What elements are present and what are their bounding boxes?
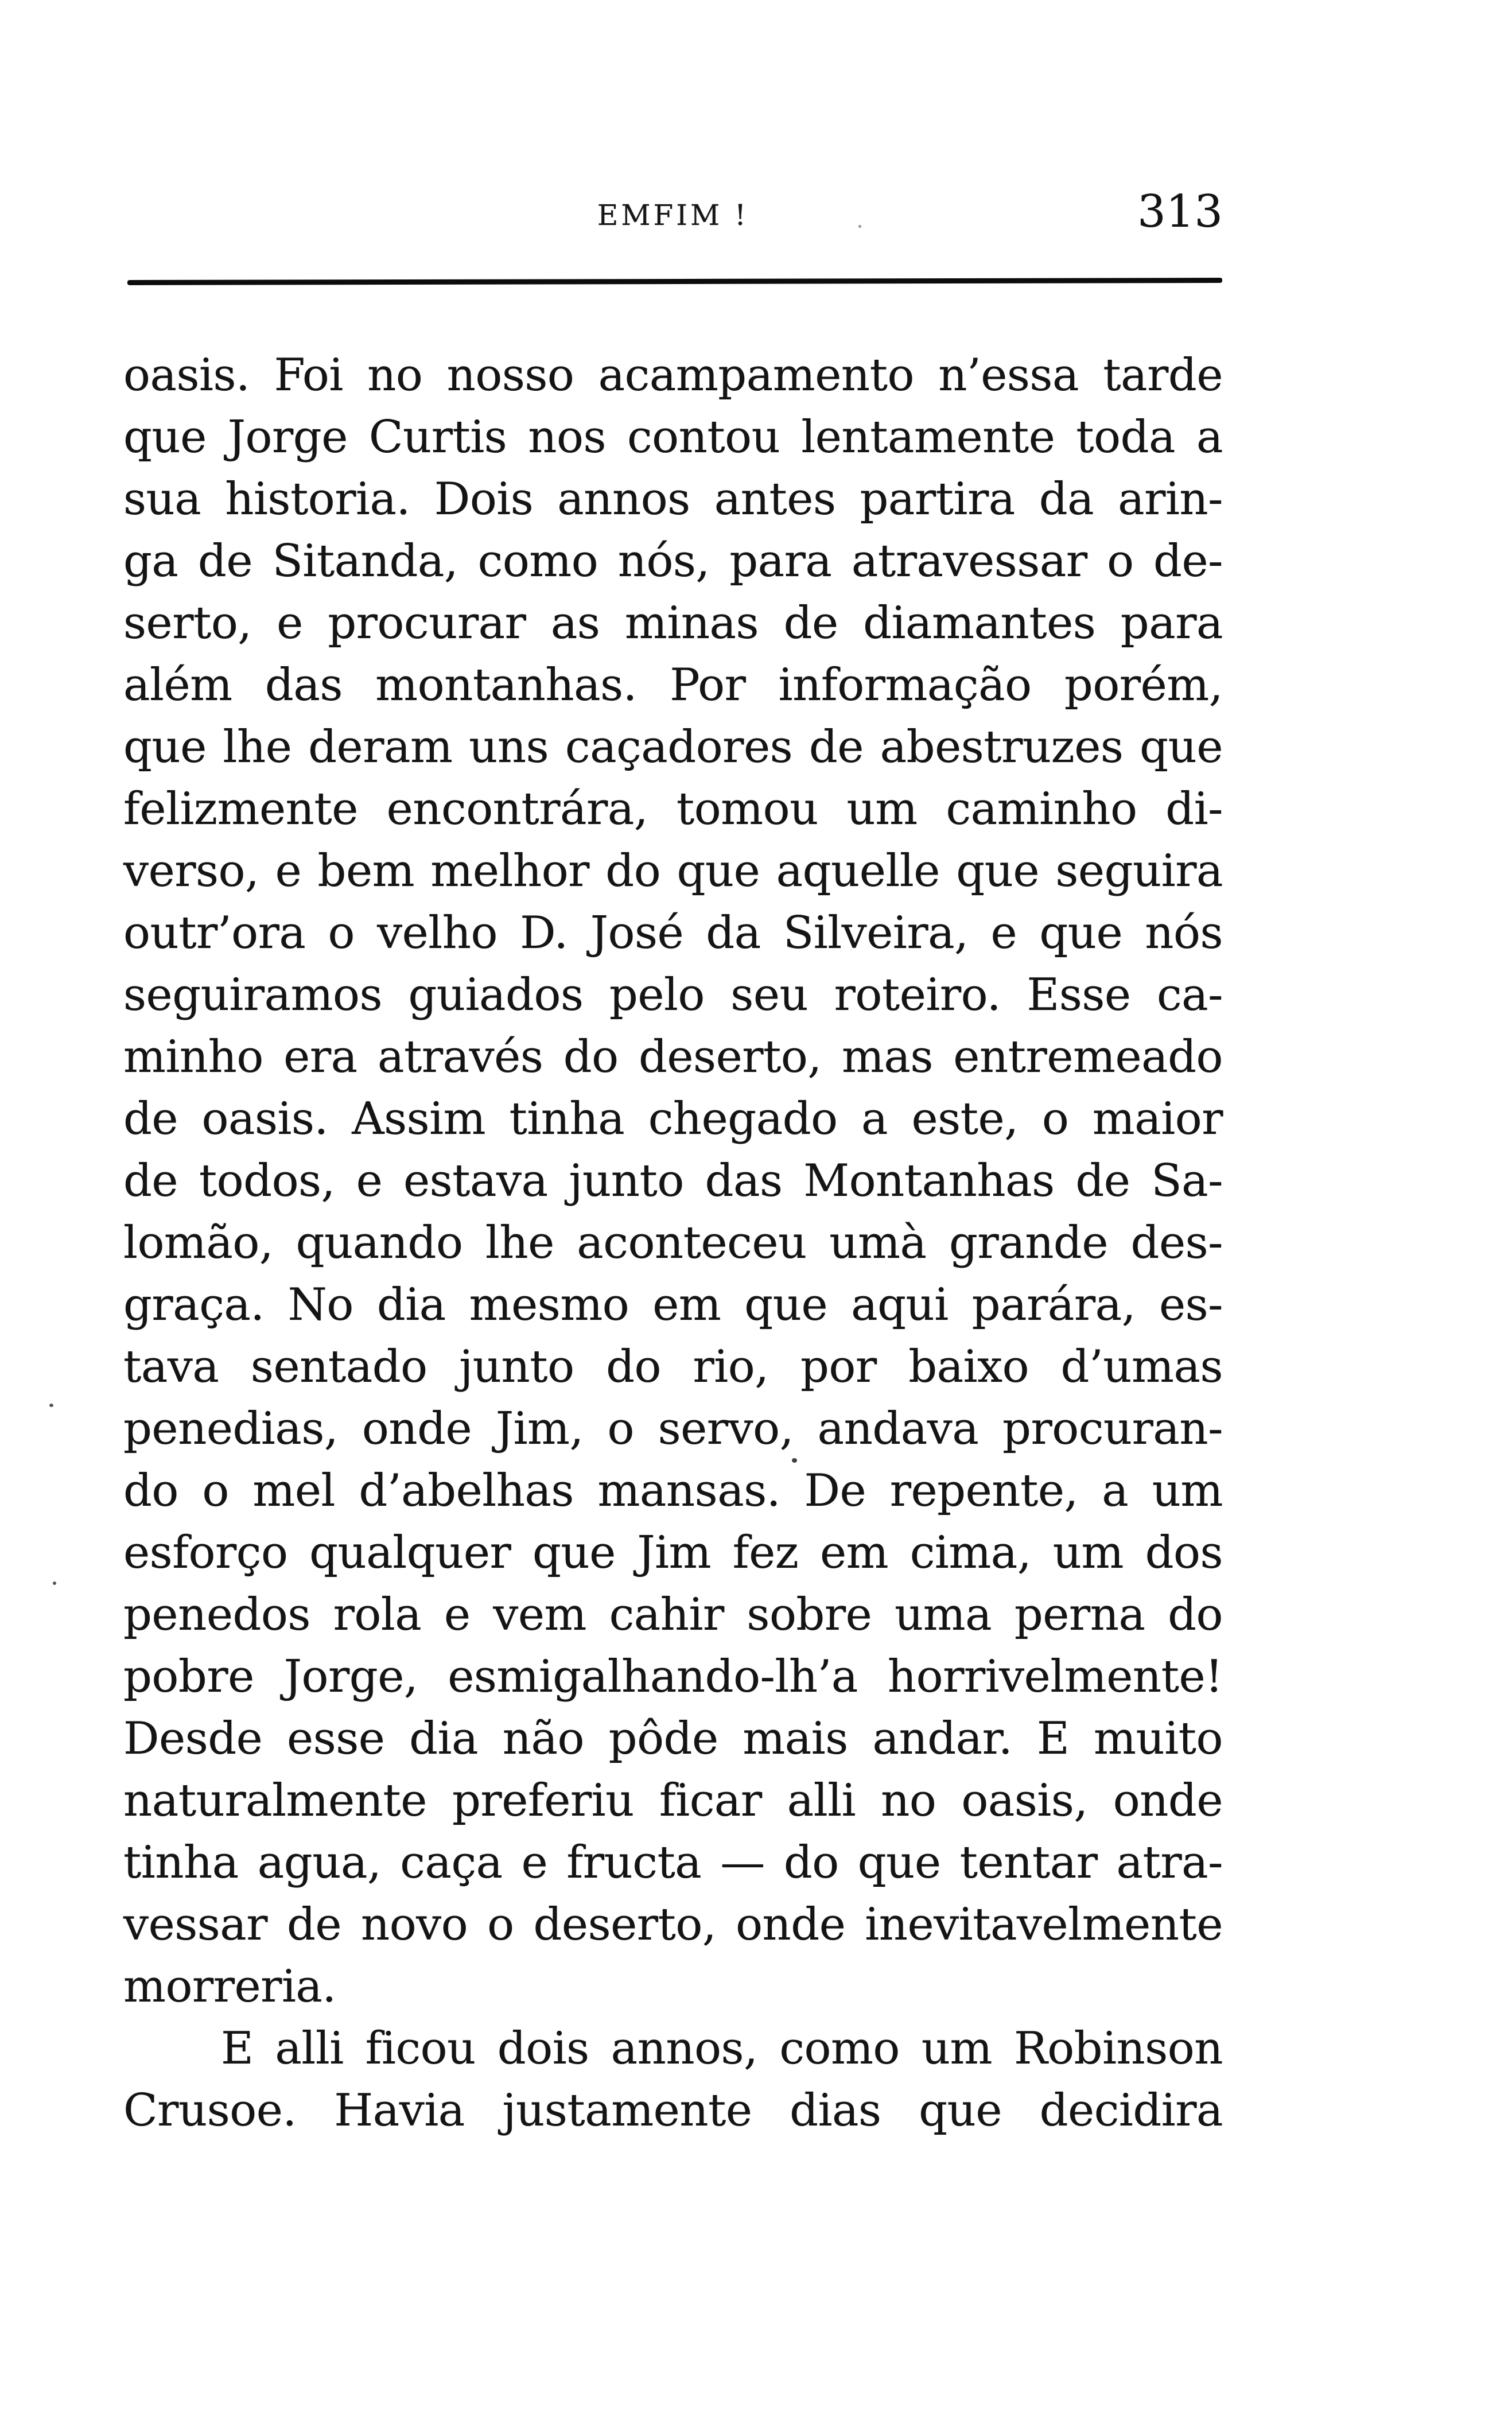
text-line: de oasis. Assim tinha chegado a este, o maior [123, 1093, 1223, 1145]
text-line: penedos rola e vem cahir sobre uma perna do [123, 1589, 1223, 1641]
text-line: tava sentado junto do rio, por baixo d’umas [123, 1341, 1223, 1393]
text-line: que Jorge Curtis nos contou lentamente toda a [123, 411, 1223, 463]
text-line: minho era através do deserto, mas entremeado [123, 1031, 1223, 1083]
header-divider-rule [127, 278, 1222, 285]
running-header [123, 0, 1223, 275]
ink-speck [858, 225, 861, 228]
text-line: além das montanhas. Por informação porém, [123, 659, 1223, 711]
text-line: esforço qualquer que Jim fez em cima, um dos [123, 1527, 1223, 1579]
chapter-title: EMFIM ! [597, 199, 749, 232]
text-line: felizmente encontrára, tomou um caminho di- [123, 783, 1223, 835]
text-line: verso, e bem melhor do que aquelle que seguira [123, 845, 1223, 897]
text-line: serto, e procurar as minas de diamantes para [123, 597, 1223, 649]
text-line: sua historia. Dois annos antes partira da arin- [123, 473, 1223, 525]
text-line: penedias, onde Jim, o servo, andava procuran- [123, 1403, 1223, 1455]
ink-speck [49, 1404, 53, 1407]
text-line: graça. No dia mesmo em que aqui parára, es- [123, 1279, 1223, 1331]
text-line: Crusoe. Havia justamente dias que decidira [123, 2085, 1223, 2136]
text-line: que lhe deram uns caçadores de abestruzes que [123, 721, 1223, 773]
ink-speck [792, 1458, 797, 1463]
text-line-paragraph-start: E alli ficou dois annos, como um Robinson [221, 2023, 1223, 2074]
text-line: do o mel d’abelhas mansas. De repente, a um [123, 1465, 1223, 1517]
body-text-block [123, 344, 1223, 2142]
text-line-paragraph-end: morreria. [123, 1961, 336, 2012]
text-line: de todos, e estava junto das Montanhas de Sa- [123, 1155, 1223, 1207]
text-line: ga de Sitanda, como nós, para atravessar o de- [123, 535, 1223, 587]
text-line: naturalmente preferiu ficar alli no oasis, onde [123, 1775, 1223, 1827]
text-line: oasis. Foi no nosso acampamento n’essa tarde [123, 349, 1223, 401]
text-line: outr’ora o velho D. José da Silveira, e que nós [123, 907, 1223, 959]
text-line: seguiramos guiados pelo seu roteiro. Esse ca- [123, 969, 1223, 1021]
page-number: 313 [1137, 186, 1223, 238]
text-line: Desde esse dia não pôde mais andar. E muito [123, 1713, 1223, 1765]
text-line: lomão, quando lhe aconteceu umà grande des- [123, 1217, 1223, 1269]
text-line: pobre Jorge, esmigalhando-lh’a horrivelmente! [123, 1651, 1223, 1703]
text-line: vessar de novo o deserto, onde inevitavelmente [123, 1899, 1223, 1950]
text-line: tinha agua, caça e fructa — do que tentar atra- [123, 1837, 1223, 1888]
ink-speck [53, 1581, 56, 1585]
